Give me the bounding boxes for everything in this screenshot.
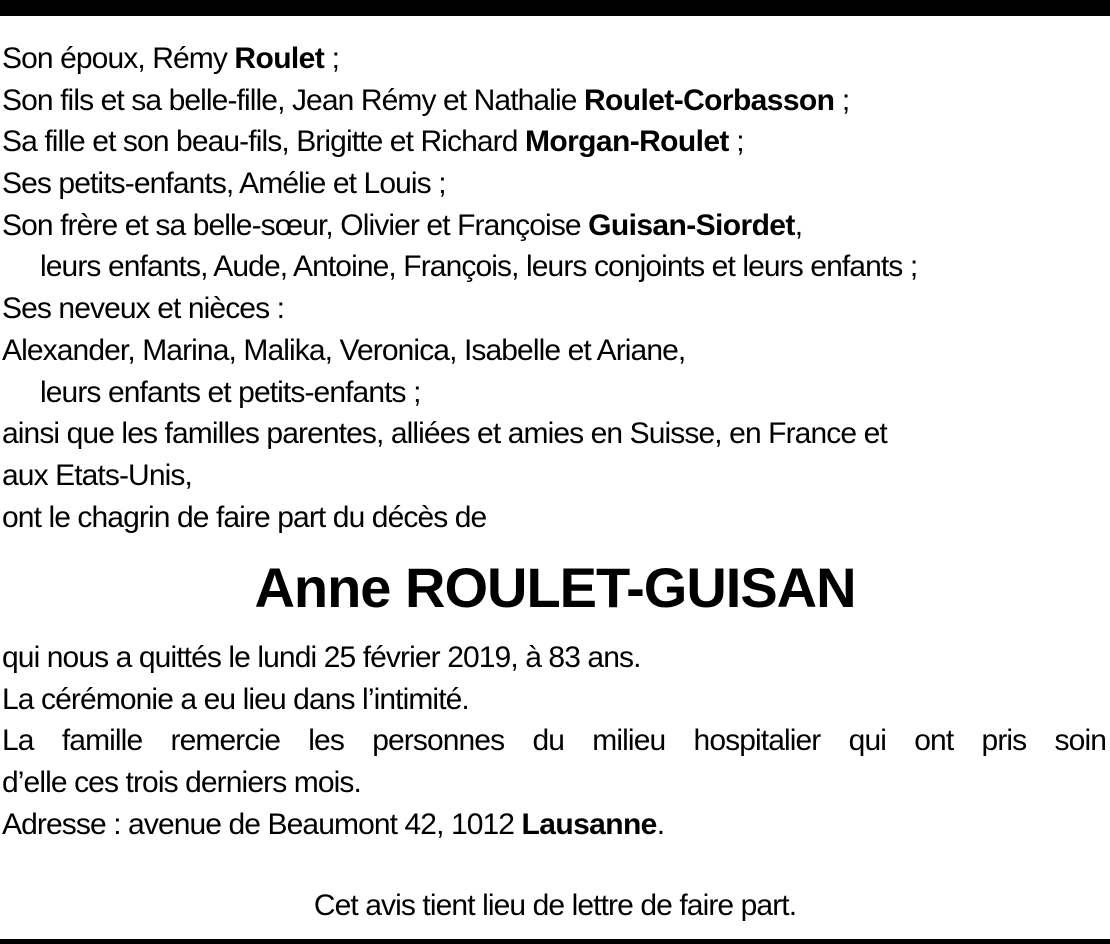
- bottom-rule: [0, 939, 1110, 944]
- notice-line-ceremony: La cérémonie a eu lieu dans l’intimité.: [2, 682, 469, 716]
- notice-line-brother-children: leurs enfants, Aude, Antoine, François, leurs conjoints et leurs enfants ;: [40, 250, 918, 284]
- line-text: Son frère et sa belle-sœur, Olivier et Françoise: [2, 208, 589, 242]
- notice-line-spouse: [2, 38, 1106, 80]
- notice-line-nephews: Alexander, Marina, Malika, Veronica, Isabelle et Ariane,: [2, 333, 686, 367]
- line-text: ;: [834, 83, 850, 117]
- notice-footer: Cet avis tient lieu de lettre de faire part.: [313, 889, 797, 922]
- notice-line-daughter: [2, 121, 1106, 163]
- family-list: [2, 38, 1106, 538]
- notice-line-countries: aux Etats-Unis,: [2, 458, 192, 492]
- notice-line-brother: [2, 205, 1106, 247]
- city-name: Lausanne: [521, 807, 657, 841]
- notice-line-thanks-cont: d’elle ces trois derniers mois.: [2, 766, 361, 800]
- deceased-name: Anne ROULET-GUISAN: [254, 556, 856, 619]
- top-rule: [0, 0, 1110, 16]
- notice-line-grandchildren: Ses petits-enfants, Amélie et Louis ;: [2, 167, 446, 201]
- notice-details: [2, 637, 1106, 845]
- family-name: Morgan-Roulet: [524, 125, 729, 159]
- notice-line-nephews-heading: Ses neveux et nièces :: [2, 292, 285, 326]
- notice-line-son: [2, 80, 1106, 122]
- family-name: Guisan-Siordet: [588, 208, 795, 242]
- notice-line-nephews-children: leurs enfants et petits-enfants ;: [40, 375, 421, 409]
- line-text: Sa fille et son beau-fils, Brigitte et Richard: [2, 125, 525, 159]
- line-text: Son fils et sa belle-fille, Jean Rémy et Nathalie: [2, 83, 584, 117]
- family-name: Roulet-Corbasson: [583, 83, 835, 117]
- notice-line-families: ainsi que les familles parentes, alliées et amies en Suisse, en France et: [2, 417, 887, 451]
- notice-line-announcement: ont le chagrin de faire part du décès de: [2, 500, 487, 534]
- line-text: Son époux, Rémy: [2, 42, 235, 75]
- notice-line-thanks: La famille remercie les personnes du milieu hospitalier qui ont pris soin: [2, 724, 1106, 758]
- line-text: .: [656, 807, 665, 841]
- line-text: ;: [728, 125, 744, 159]
- line-text: ;: [324, 42, 340, 75]
- notice-line-address: [2, 804, 1106, 846]
- notice-line-date: qui nous a quittés le lundi 25 février 2019, à 83 ans.: [2, 641, 641, 674]
- family-name: Roulet: [234, 42, 325, 75]
- line-text: Adresse : avenue de Beaumont 42, 1012: [2, 807, 522, 841]
- line-text: ,: [794, 208, 803, 242]
